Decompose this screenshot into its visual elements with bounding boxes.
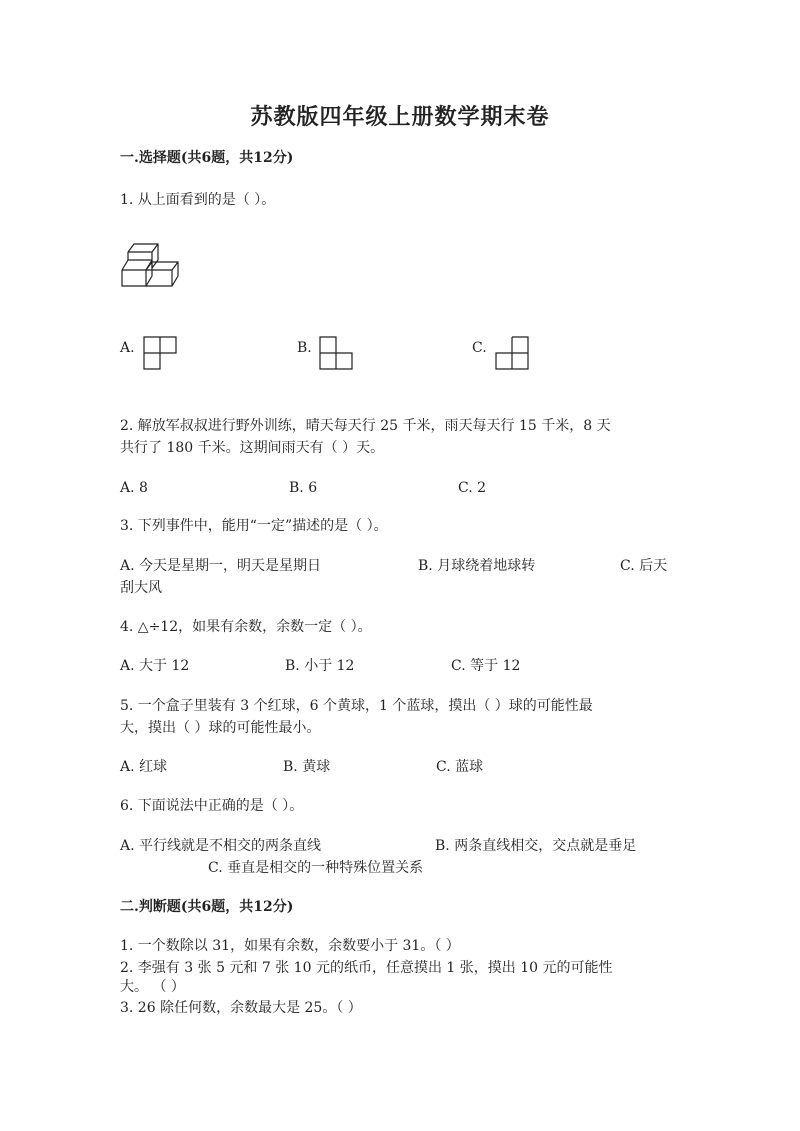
page-title: 苏教版四年级上册数学期末卷 bbox=[250, 104, 550, 130]
q1-option-a-figure bbox=[142, 335, 178, 371]
section1-heading: 一.选择题(共6题，共12分) bbox=[120, 150, 294, 166]
judge-item-2-line1: 2. 李强有 3 张 5 元和 7 张 10 元的纸币，任意摸出 1 张，摸出 10 元的可能性 bbox=[120, 960, 613, 976]
q5-option-c: C. 蓝球 bbox=[436, 759, 484, 775]
q4-option-c: C. 等于 12 bbox=[451, 658, 521, 674]
q3-option-c-line1: C. 后天 bbox=[620, 558, 668, 574]
q2-option-b: B. 6 bbox=[289, 480, 318, 496]
q2-option-c: C. 2 bbox=[458, 480, 487, 496]
q1-option-c-label: C. bbox=[472, 340, 487, 356]
q3-option-c-line2: 刮大风 bbox=[120, 580, 162, 596]
q1-stem: 1. 从上面看到的是（ ）。 bbox=[120, 192, 276, 208]
q4-option-a: A. 大于 12 bbox=[120, 658, 190, 674]
q3-option-a: A. 今天是星期一，明天是星期日 bbox=[120, 558, 322, 574]
q6-stem: 6. 下面说法中正确的是（ ）。 bbox=[120, 798, 304, 814]
q4-option-b: B. 小于 12 bbox=[285, 658, 355, 674]
q2-option-a: A. 8 bbox=[120, 480, 148, 496]
q3-option-b: B. 月球绕着地球转 bbox=[418, 558, 536, 574]
judge-item-1: 1. 一个数除以 31，如果有余数，余数要小于 31。（ ） bbox=[120, 938, 460, 954]
q6-option-a: A. 平行线就是不相交的两条直线 bbox=[120, 838, 322, 854]
q4-stem: 4. △÷12，如果有余数，余数一定（ ）。 bbox=[120, 619, 372, 635]
q1-option-b-label: B. bbox=[297, 340, 312, 356]
q5-line1: 5. 一个盒子里装有 3 个红球，6 个黄球，1 个蓝球，摸出（ ）球的可能性最 bbox=[120, 698, 593, 714]
judge-item-2-line2: 大。 （ ） bbox=[120, 979, 185, 995]
q2-line1: 2. 解放军叔叔进行野外训练，晴天每天行 25 千米，雨天每天行 15 千米，8 天 bbox=[120, 418, 611, 434]
q5-option-a: A. 红球 bbox=[120, 759, 168, 775]
q5-option-b: B. 黄球 bbox=[283, 759, 331, 775]
section2-heading: 二.判断题(共6题，共12分) bbox=[120, 899, 294, 915]
q2-line2: 共行了 180 千米。这期间雨天有（ ）天。 bbox=[120, 440, 385, 456]
q6-option-b: B. 两条直线相交，交点就是垂足 bbox=[435, 838, 637, 854]
judge-item-3: 3. 26 除任何数，余数最大是 25。（ ） bbox=[120, 1000, 362, 1016]
q1-option-a-label: A. bbox=[120, 340, 135, 356]
q1-option-b-figure bbox=[318, 335, 354, 371]
q1-cube-figure bbox=[118, 238, 188, 290]
q5-line2: 大，摸出（ ）球的可能性最小。 bbox=[120, 720, 321, 736]
q3-stem: 3. 下列事件中，能用“一定”描述的是（ ）。 bbox=[120, 518, 388, 534]
q1-option-c-figure bbox=[494, 335, 530, 371]
q6-option-c: C. 垂直是相交的一种特殊位置关系 bbox=[208, 860, 424, 876]
